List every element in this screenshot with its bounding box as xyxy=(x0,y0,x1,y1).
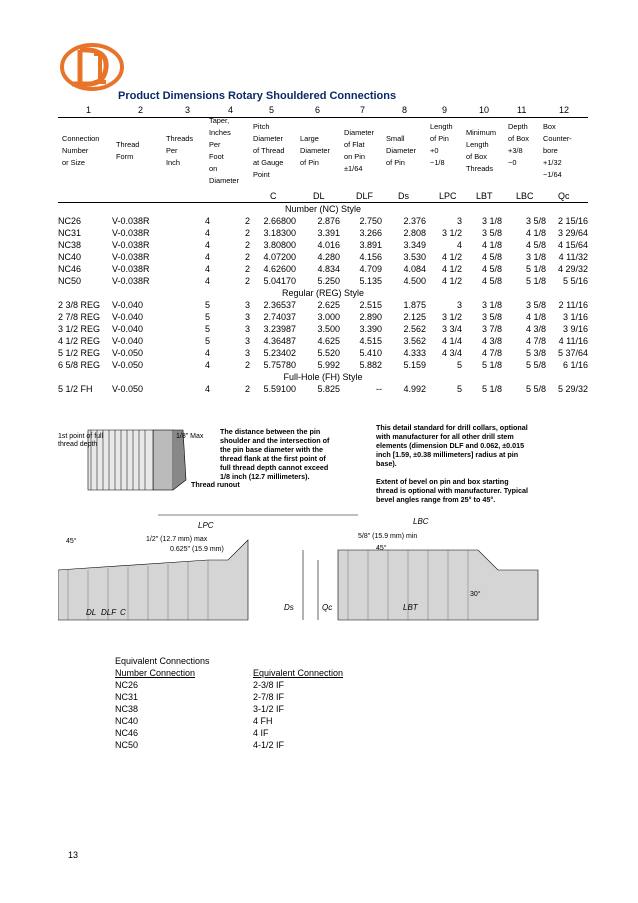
col-number: 9 xyxy=(442,105,448,115)
col-number: 1 xyxy=(86,105,92,115)
table-cell: 5 3/8 xyxy=(525,348,546,358)
table-cell: 2.515 xyxy=(359,300,382,310)
table-cell: -- xyxy=(376,384,382,394)
section-title-nc: Number (NC) Style xyxy=(284,204,361,214)
table-cell: 4 1/8 xyxy=(481,240,502,250)
angle-30: 30° xyxy=(470,591,481,598)
symbol-lpc: LPC xyxy=(439,191,457,201)
dl-label: DL xyxy=(86,608,97,617)
table-cell: 4.07200 xyxy=(263,252,296,262)
equiv-row: NC50 4-1/2 IF xyxy=(115,740,285,750)
table-cell: 1.875 xyxy=(403,300,426,310)
table-cell: 4 5/8 xyxy=(525,240,546,250)
table-row xyxy=(58,311,588,323)
equiv-row: NC26 2-3/8 IF xyxy=(115,680,285,690)
table-cell: 5 xyxy=(204,312,210,322)
table-row xyxy=(58,323,588,335)
dim-0625: 0.625" (15.9 mm) xyxy=(170,546,224,553)
table-cell: 5.135 xyxy=(359,276,382,286)
table-cell: 5.992 xyxy=(317,360,340,370)
table-cell: 4 xyxy=(204,252,210,262)
table-cell: 4 1/2 xyxy=(441,252,462,262)
equiv-row: NC31 2-7/8 IF xyxy=(115,692,285,702)
table-cell: 5.04170 xyxy=(263,276,296,286)
table-cell: 4 1/4 xyxy=(441,336,462,346)
table-cell: 5.410 xyxy=(359,348,382,358)
table-cell: 4.333 xyxy=(403,348,426,358)
table-row xyxy=(58,215,588,227)
col-number: 5 xyxy=(269,105,275,115)
table-cell: 4.515 xyxy=(359,336,382,346)
table-cell: 2.376 xyxy=(403,216,426,226)
table-cell: 3 1/8 xyxy=(481,216,502,226)
table-cell: 5 xyxy=(204,300,210,310)
table-cell: 5 xyxy=(204,336,210,346)
table-row xyxy=(58,263,588,275)
table-cell: 4 3/8 xyxy=(481,336,502,346)
table-cell: 2 7/8 REG xyxy=(58,312,101,322)
table-cell: 4 5/8 xyxy=(481,252,502,262)
header-threads-per-inch: Threads Per Inch xyxy=(166,134,194,167)
table-cell: 4 xyxy=(204,348,210,358)
table-cell: 4.280 xyxy=(317,252,340,262)
table-cell: 4 1/2 xyxy=(441,276,462,286)
table-cell: 4.084 xyxy=(403,264,426,274)
table-cell: V-0.038R xyxy=(112,228,150,238)
table-cell: 3 1/2 REG xyxy=(58,324,101,334)
table-cell: 3 7/8 xyxy=(481,324,502,334)
table-cell: 4 3/4 xyxy=(441,348,462,358)
symbol-dl: DL xyxy=(313,191,325,201)
table-cell: 4.500 xyxy=(403,276,426,286)
table-cell: V-0.040 xyxy=(112,312,144,322)
table-row xyxy=(58,335,588,347)
distance-note-line: the pin base diameter with the xyxy=(220,445,324,454)
table-cell: 2.125 xyxy=(403,312,426,322)
table-row xyxy=(58,347,588,359)
table-cell: NC50 xyxy=(58,276,82,286)
table-cell: 2.890 xyxy=(359,312,382,322)
table-cell: 2 xyxy=(244,264,250,274)
table-cell: 5.250 xyxy=(317,276,340,286)
table-cell: 5.23402 xyxy=(263,348,296,358)
table-cell: V-0.038R xyxy=(112,216,150,226)
table-cell: 3 xyxy=(244,300,250,310)
table-cell: 3.390 xyxy=(359,324,382,334)
table-cell: 3 29/64 xyxy=(557,228,588,238)
header-flat-diameter: Diameter of Flat on Pin ±1/64 xyxy=(344,128,374,173)
distance-note-line: shoulder and the intersection of xyxy=(220,436,330,445)
detail-note-line: base). xyxy=(376,459,397,468)
table-cell: 4 xyxy=(204,276,210,286)
col-number: 4 xyxy=(228,105,234,115)
table-cell: 4.156 xyxy=(359,252,382,262)
table-cell: 4.016 xyxy=(317,240,340,250)
page-title: Product Dimensions Rotary Shouldered Connections xyxy=(118,90,397,102)
table-cell: 5 37/64 xyxy=(557,348,588,358)
table-cell: V-0.040 xyxy=(112,300,144,310)
table-cell: V-0.038R xyxy=(112,240,150,250)
table-cell: 4 xyxy=(204,216,210,226)
symbol-c: C xyxy=(270,191,277,201)
svg-text:The distance between the pin xyxy=(220,427,331,481)
table-row xyxy=(58,275,588,287)
table-cell: 3 3/4 xyxy=(441,324,462,334)
bevel-note-line: Extent of bevel on pin and box starting xyxy=(376,477,509,486)
table-cell: 2.876 xyxy=(317,216,340,226)
table-cell: 3.18300 xyxy=(263,228,296,238)
lpc-label: LPC xyxy=(198,521,214,530)
table-cell: 5 1/2 FH xyxy=(58,384,93,394)
table-cell: 5 xyxy=(204,324,210,334)
distance-note-line: full thread depth cannot exceed xyxy=(220,463,329,472)
table-cell: 3 5/8 xyxy=(481,312,502,322)
distance-note-line: The distance between the pin xyxy=(220,427,321,436)
lbt-label: LBT xyxy=(403,603,418,612)
table-cell: 2 xyxy=(244,384,250,394)
table-cell: 3 5/8 xyxy=(481,228,502,238)
angle-45-right: 45° xyxy=(376,545,387,552)
col-number: 8 xyxy=(402,105,408,115)
table-cell: 3.530 xyxy=(403,252,426,262)
symbol-qc: Qc xyxy=(558,191,570,201)
table-cell: V-0.038R xyxy=(112,276,150,286)
header-small-diameter: Small Diameter of Pin xyxy=(386,134,416,167)
table-cell: 4 xyxy=(204,228,210,238)
table-cell: V-0.050 xyxy=(112,360,144,370)
table-cell: 4 11/32 xyxy=(558,252,588,262)
table-cell: 4 5/8 xyxy=(481,276,502,286)
col-number: 6 xyxy=(315,105,321,115)
header-box-threads: Minimum Length of Box Threads xyxy=(466,128,496,173)
max-label: 1/8" Max xyxy=(176,433,204,440)
table-row xyxy=(58,359,588,371)
table-cell: 6 5/8 REG xyxy=(58,360,101,370)
table-cell: 3 1/8 xyxy=(481,300,502,310)
table-cell: 3 5/8 xyxy=(525,216,546,226)
table-fh xyxy=(58,383,588,395)
header-depth-of-box: Depth of Box +3/8 −0 xyxy=(508,122,529,167)
angle-45-left: 45° xyxy=(66,538,77,545)
symbol-row xyxy=(58,191,588,203)
table-cell: 5.825 xyxy=(317,384,340,394)
table-cell: 3 xyxy=(244,324,250,334)
table-cell: 2.66800 xyxy=(263,216,296,226)
table-cell: 2 xyxy=(244,240,250,250)
runout-label: Thread runout xyxy=(191,480,240,489)
table-cell: 4 7/8 xyxy=(525,336,546,346)
equiv-header xyxy=(115,667,375,679)
detail-note-line: inch [1.59, ±0.38 millimeters] radius at pin xyxy=(376,450,519,459)
table-cell: V-0.040 xyxy=(112,324,144,334)
table-cell: 3.391 xyxy=(317,228,340,238)
table-cell: 3 xyxy=(244,336,250,346)
table-cell: 5 xyxy=(456,360,462,370)
dlf-label: DLF xyxy=(101,608,117,617)
table-cell: 3 9/16 xyxy=(562,324,588,334)
table-cell: NC31 xyxy=(58,228,82,238)
table-cell: 2.36537 xyxy=(263,300,296,310)
table-cell: 5.59100 xyxy=(263,384,296,394)
table-cell: 5 1/8 xyxy=(481,384,502,394)
table-cell: 4.834 xyxy=(317,264,340,274)
table-cell: 3.562 xyxy=(403,336,426,346)
table-cell: 3.000 xyxy=(317,312,340,322)
equiv-title: Equivalent Connections xyxy=(115,656,210,666)
table-cell: NC26 xyxy=(58,216,82,226)
table-cell: 2.808 xyxy=(403,228,426,238)
table-cell: 2 xyxy=(244,360,250,370)
symbol-dlf: DLF xyxy=(356,191,374,201)
table-cell: 3.266 xyxy=(359,228,382,238)
ds-label: Ds xyxy=(284,603,294,612)
bevel-note-line: thread is optional with manufacturer. Typical xyxy=(376,486,529,495)
table-cell: 5.75780 xyxy=(263,360,296,370)
table-cell: 3 1/8 xyxy=(525,252,546,262)
table-cell: 5 1/8 xyxy=(525,276,546,286)
table-cell: 3.500 xyxy=(317,324,340,334)
symbol-lbt: LBT xyxy=(476,191,493,201)
distance-note-line: 1/8 inch (12.7 millimeters). xyxy=(220,472,310,481)
table-cell: 2 3/8 REG xyxy=(58,300,101,310)
table-cell: 4 7/8 xyxy=(481,348,502,358)
table-cell: 5 5/16 xyxy=(562,276,588,286)
table-cell: 4 29/32 xyxy=(557,264,588,274)
table-cell: 5 xyxy=(456,384,462,394)
table-cell: 5 1/8 xyxy=(525,264,546,274)
header-length-of-pin: Length of Pin +0 −1/8 xyxy=(430,122,453,167)
table-cell: 2 xyxy=(244,216,250,226)
page-number: 13 xyxy=(68,850,79,860)
table-cell: 3 xyxy=(456,216,462,226)
table-cell: 4.62600 xyxy=(263,264,296,274)
table-cell: 5 5/8 xyxy=(525,360,546,370)
symbol-ds: Ds xyxy=(398,191,409,201)
equiv-row: NC38 3-1/2 IF xyxy=(115,704,285,714)
col-number: 2 xyxy=(138,105,144,115)
table-nc xyxy=(58,215,588,287)
detail-note-line: elements (dimension DLF and 0.062, ±0.015 xyxy=(376,441,525,450)
table-cell: 4 15/64 xyxy=(557,240,588,250)
table-cell: 5 5/8 xyxy=(525,384,546,394)
svg-text:This detail standard for drill xyxy=(375,423,530,468)
table-cell: 2 xyxy=(244,228,250,238)
table-cell: 4 1/2 REG xyxy=(58,336,101,346)
c-label: C xyxy=(120,608,126,617)
table-cell: V-0.040 xyxy=(112,336,144,346)
distance-note-line: thread flank at the first point of xyxy=(220,454,326,463)
table-cell: V-0.038R xyxy=(112,252,150,262)
column-numbers-row xyxy=(58,105,588,118)
connection-diagram xyxy=(58,420,588,645)
table-cell: V-0.038R xyxy=(112,264,150,274)
header-box-counterbore: Box Counter- bore +1/32 −1/64 xyxy=(543,122,572,179)
table-cell: 4 1/2 xyxy=(441,264,462,274)
detail-note-line: This detail standard for drill collars, optional xyxy=(376,423,528,432)
lbc-label: LBC xyxy=(413,517,429,526)
svg-text:Extent of bevel on pin and box xyxy=(376,477,530,504)
table-cell: 4.625 xyxy=(317,336,340,346)
table-cell: NC46 xyxy=(58,264,82,274)
header-thread-form: Thread Form xyxy=(116,140,140,161)
table-cell: 4 11/16 xyxy=(558,336,588,346)
table-cell: 2 15/16 xyxy=(557,216,588,226)
bevel-note-line: bevel angles range from 25° to 45°. xyxy=(376,495,496,504)
table-cell: NC40 xyxy=(58,252,82,262)
table-cell: 4 1/8 xyxy=(525,228,546,238)
table-cell: 5.882 xyxy=(359,360,382,370)
table-cell: 4 xyxy=(204,240,210,250)
table-cell: 3.349 xyxy=(403,240,426,250)
table-cell: V-0.050 xyxy=(112,348,144,358)
table-cell: 5.159 xyxy=(403,360,426,370)
equiv-col-a: Number Connection xyxy=(115,668,196,678)
table-cell: 2 xyxy=(244,276,250,286)
table-reg xyxy=(58,299,588,371)
col-number: 12 xyxy=(559,105,570,115)
table-cell: 2 11/16 xyxy=(558,300,588,310)
table-cell: 3 xyxy=(244,348,250,358)
table-cell: 2 xyxy=(244,252,250,262)
symbol-lbc: LBC xyxy=(516,191,534,201)
section-title-reg: Regular (REG) Style xyxy=(281,288,365,298)
table-cell: 2.750 xyxy=(359,216,382,226)
table-cell: 3.23987 xyxy=(263,324,296,334)
col-number: 3 xyxy=(185,105,191,115)
header-taper: Taper, Inches Per Foot on Diameter xyxy=(209,116,239,185)
table-row xyxy=(58,251,588,263)
table-cell: 2.562 xyxy=(403,324,426,334)
table-cell: 4.992 xyxy=(403,384,426,394)
table-cell: 4 xyxy=(204,360,210,370)
table-row xyxy=(58,239,588,251)
table-cell: 4.36487 xyxy=(263,336,296,346)
header-large-diameter: Large Diameter of Pin xyxy=(300,134,330,167)
table-cell: 3 1/2 xyxy=(441,228,462,238)
table-cell: 3 5/8 xyxy=(525,300,546,310)
table-cell: 4 xyxy=(204,384,210,394)
table-row xyxy=(58,227,588,239)
col-number: 7 xyxy=(360,105,366,115)
dim-five-eighths: 5/8" (15.9 mm) min xyxy=(358,533,418,540)
table-cell: 4 5/8 xyxy=(481,264,502,274)
qc-label: Qc xyxy=(322,603,333,612)
table-cell: 3 1/16 xyxy=(562,312,588,322)
col-number: 11 xyxy=(517,105,527,115)
table-cell: 6 1/16 xyxy=(562,360,588,370)
table-cell: 5 1/8 xyxy=(481,360,502,370)
table-cell: 4.709 xyxy=(359,264,382,274)
table-cell: 3 xyxy=(244,312,250,322)
company-logo xyxy=(58,40,130,92)
equiv-col-b: Equivalent Connection xyxy=(253,668,344,678)
table-cell: 3 xyxy=(456,300,462,310)
table-row xyxy=(58,383,588,395)
table-cell: 4 xyxy=(456,240,462,250)
first-point-line: thread depth xyxy=(58,441,98,448)
header-pitch-diameter: Pitch Diameter of Thread at Gauge Point xyxy=(253,122,285,179)
table-row xyxy=(58,299,588,311)
equivalent-connections xyxy=(115,655,375,751)
table-cell: 4 3/8 xyxy=(525,324,546,334)
table-cell: 3.80800 xyxy=(263,240,296,250)
table-cell: 2.625 xyxy=(317,300,340,310)
detail-note-line: with manufacturer for all other drill stem xyxy=(376,432,514,441)
dim-half-inch: 1/2" (12.7 mm) max xyxy=(146,536,208,543)
section-title-fh: Full-Hole (FH) Style xyxy=(283,372,363,382)
table-cell: V-0.050 xyxy=(112,384,144,394)
table-cell: 5 1/2 REG xyxy=(58,348,101,358)
table-cell: 5 29/32 xyxy=(557,384,588,394)
equiv-row: NC40 4 FH xyxy=(115,716,273,726)
table-cell: 5.520 xyxy=(317,348,340,358)
table-cell: 3 1/2 xyxy=(441,312,462,322)
equiv-row: NC46 4 IF xyxy=(115,728,269,738)
table-cell: 4 1/8 xyxy=(525,312,546,322)
col-number: 10 xyxy=(479,105,490,115)
first-point-line: 1st point of full xyxy=(58,433,104,440)
table-cell: 4 xyxy=(204,264,210,274)
header-connection: Connection Number or Size xyxy=(62,134,100,167)
table-cell: 3.891 xyxy=(359,240,382,250)
table-cell: 2.74037 xyxy=(263,312,296,322)
table-cell: NC38 xyxy=(58,240,82,250)
